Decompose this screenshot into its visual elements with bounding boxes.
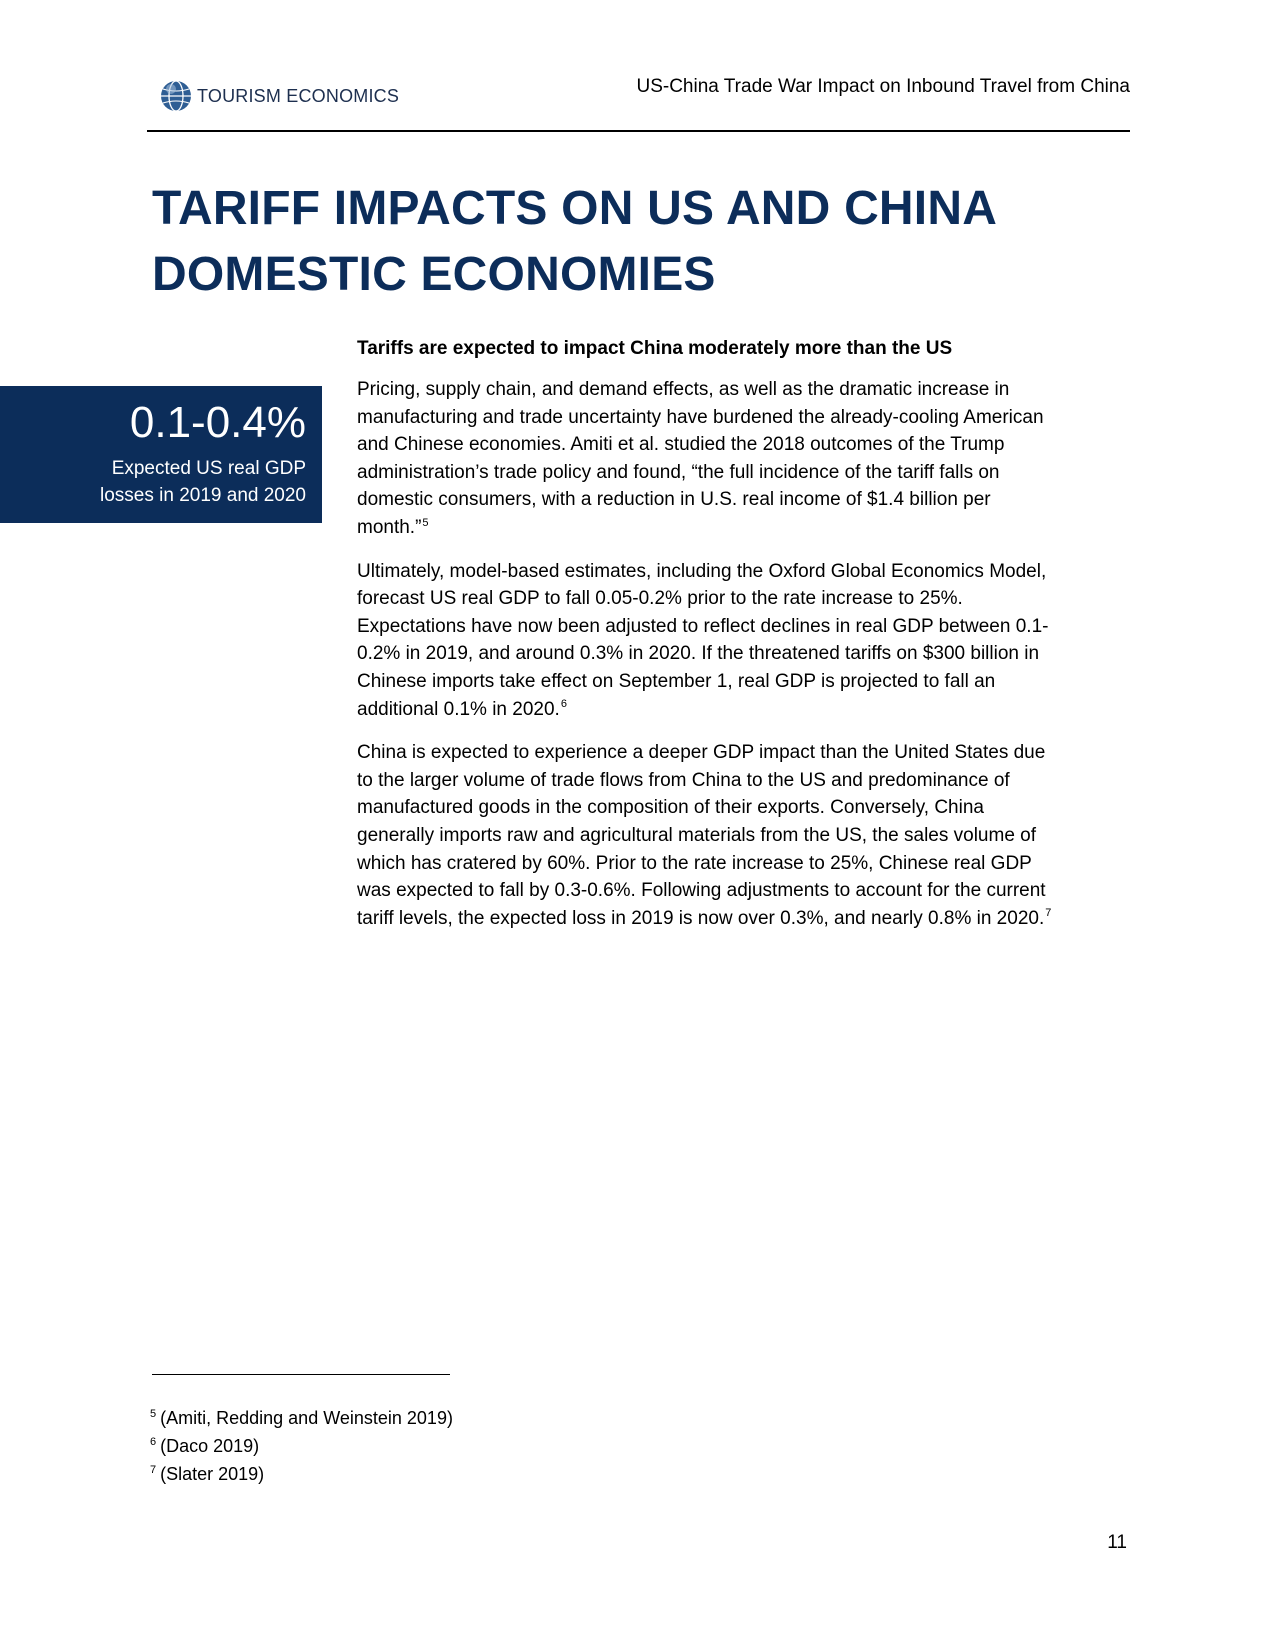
paragraph-line-text: tariff levels, the expected loss in 2019 is now over 0.3%, and nearly 0.8% in 2020. (357, 907, 1045, 929)
footnote-number: 7 (150, 1464, 157, 1476)
paragraph-line: was expected to fall by 0.3-0.6%. Following adjustments to account for the current (357, 880, 1046, 902)
footnote-7 (150, 1460, 650, 1488)
page-title-line-1: TARIFF IMPACTS ON US AND CHINA (152, 182, 998, 235)
page-header (147, 70, 1130, 134)
paragraph-line: and Chinese economies. Amiti et al. studied the 2018 outcomes of the Trump (357, 434, 1005, 456)
footnote-6 (150, 1432, 650, 1460)
header-divider (147, 130, 1130, 132)
paragraph-line: Expectations have now been adjusted to reflect declines in real GDP between 0.1- (357, 615, 1049, 637)
page-number: 11 (1107, 1532, 1127, 1553)
body-text (357, 336, 1127, 948)
paragraph-3 (357, 739, 1127, 932)
callout-caption-line-2: losses in 2019 and 2020 (100, 485, 306, 506)
footnote-number: 5 (150, 1408, 157, 1420)
paragraph-2 (357, 558, 1127, 724)
callout-value: 0.1-0.4% (129, 398, 306, 447)
paragraph-line-text: additional 0.1% in 2020. (357, 698, 560, 720)
footnote-text: (Daco 2019) (160, 1436, 260, 1456)
footnote-5 (150, 1404, 650, 1432)
paragraph-line-text: month.” (357, 516, 422, 538)
section-subhead: Tariffs are expected to impact China moderately more than the US (357, 338, 953, 359)
running-title: US-China Trade War Impact on Inbound Travel from China (636, 76, 1130, 97)
paragraph-line: Pricing, supply chain, and demand effects, as well as the dramatic increase in (357, 379, 1010, 400)
paragraph-line: to the larger volume of trade flows from China to the US and predominance of (357, 769, 1010, 791)
footnote-ref-5[interactable]: 5 (422, 516, 429, 529)
tourism-economics-logo (159, 78, 399, 114)
footnote-text: (Amiti, Redding and Weinstein 2019) (160, 1408, 453, 1428)
paragraph-line: China is expected to experience a deeper GDP impact than the United States due (357, 742, 1046, 764)
page-title (152, 176, 1112, 308)
paragraph-line-last (357, 514, 1127, 542)
footnote-text: (Slater 2019) (160, 1464, 265, 1484)
footnotes (150, 1404, 650, 1488)
paragraph-line-last (357, 905, 1127, 933)
paragraph-line: domestic consumers, with a reduction in U.S. real income of $1.4 billion per (357, 489, 991, 511)
logo-text: TOURISM ECONOMICS (197, 85, 400, 106)
paragraph-line: 0.2% in 2019, and around 0.3% in 2020. If the threatened tariffs on $300 billion in (357, 643, 1040, 665)
globe-icon (159, 79, 193, 113)
callout-caption (0, 455, 306, 509)
paragraph-line: manufactured goods in the composition of their exports. Conversely, China (357, 797, 984, 819)
footnote-number: 6 (150, 1436, 157, 1448)
paragraph-line-last (357, 696, 1127, 724)
paragraph-line: Ultimately, model-based estimates, including the Oxford Global Economics Model, (357, 560, 1047, 582)
footnote-ref-7[interactable]: 7 (1045, 907, 1052, 920)
paragraph-line: generally imports raw and agricultural materials from the US, the sales volume of (357, 824, 1037, 846)
callout-caption-line-1: Expected US real GDP (111, 458, 306, 479)
footnote-divider (152, 1374, 450, 1375)
paragraph-line: which has cratered by 60%. Prior to the rate increase to 25%, Chinese real GDP (357, 852, 1032, 874)
page-title-line-2: DOMESTIC ECONOMIES (152, 248, 716, 301)
stat-callout (0, 386, 322, 523)
paragraph-line: Chinese imports take effect on September 1, real GDP is projected to fall an (357, 670, 996, 692)
paragraph-line: forecast US real GDP to fall 0.05-0.2% prior to the rate increase to 25%. (357, 588, 963, 610)
paragraph-1 (357, 376, 1127, 542)
paragraph-line: administration’s trade policy and found, “the full incidence of the tariff falls on (357, 461, 1000, 483)
paragraph-line: manufacturing and trade uncertainty have burdened the already-cooling American (357, 406, 1044, 428)
footnote-ref-6[interactable]: 6 (560, 698, 567, 711)
